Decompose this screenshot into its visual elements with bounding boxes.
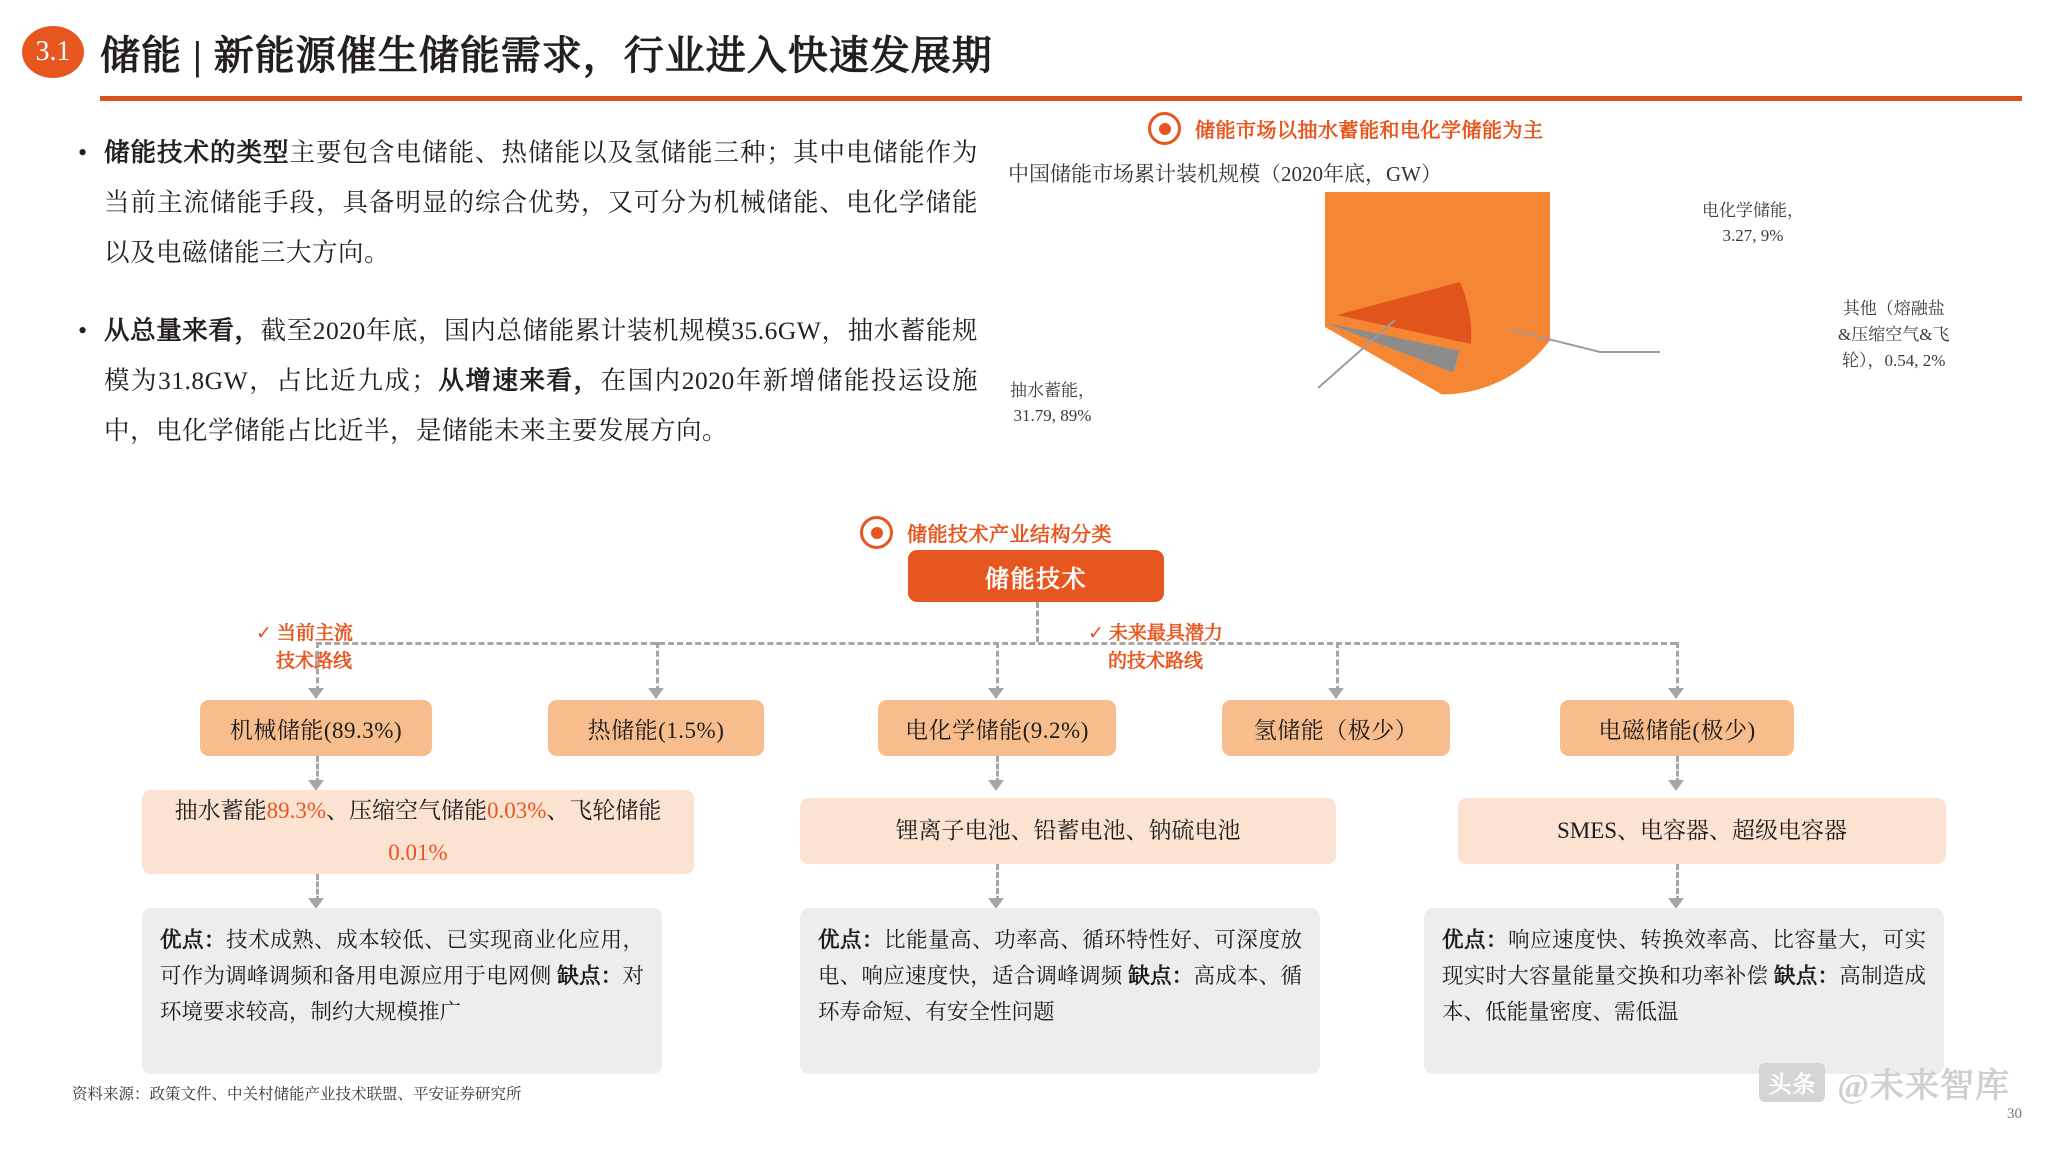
flow-node-root[interactable]: 储能技术 bbox=[908, 550, 1164, 602]
flow-detail-mechanical bbox=[142, 790, 694, 874]
txt-highlight: 89.3% bbox=[266, 798, 326, 823]
header-divider bbox=[100, 96, 2022, 101]
connector-drop-2 bbox=[656, 642, 659, 692]
flow-heading-label: 储能技术产业结构分类 bbox=[907, 524, 1112, 546]
cons-label: 缺点： bbox=[557, 964, 623, 988]
bullseye-icon bbox=[1148, 112, 1181, 145]
pie-chart-svg bbox=[1130, 192, 1550, 452]
section-number-badge: 3.1 bbox=[22, 26, 84, 78]
cons-label: 缺点： bbox=[1128, 964, 1194, 988]
pros-text: 比能量高、功率高、循环特性好、可深度放电、响应速度快，适合调峰调频 bbox=[818, 928, 1302, 988]
connector-echem-drop-2 bbox=[996, 864, 999, 902]
flow-tag-potential bbox=[1088, 620, 1223, 676]
pie-label-line: 3.27, 9% bbox=[1722, 226, 1784, 245]
flow-panel-heading bbox=[860, 516, 1112, 549]
pie-label-line: 电化学储能， bbox=[1702, 201, 1804, 220]
watermark-badge: 头条 bbox=[1759, 1063, 1825, 1102]
chart-subtitle: 中国储能市场累计装机规模（2020年底，GW） bbox=[1008, 162, 1442, 186]
flow-node-electrochemical[interactable]: 电化学储能(9.2%) bbox=[878, 700, 1116, 756]
watermark bbox=[1759, 1058, 2010, 1107]
flow-detail-text bbox=[156, 790, 680, 874]
pie-label-line: 轮），0.54, 2% bbox=[1842, 351, 1946, 370]
flow-tag-line: 未来最具潜力 bbox=[1108, 623, 1223, 644]
bullet-body-1: 截至2020年底，国内总储能累计装机规模35.6GW，抽水蓄能规模为31.8GW，占比近九成； bbox=[104, 316, 978, 395]
flow-detail-text: 锂离子电池、铅蓄电池、钠硫电池 bbox=[895, 818, 1241, 843]
flow-tag-mainstream bbox=[256, 620, 353, 676]
connector-echem-arrow bbox=[988, 780, 1004, 791]
txt: 飞轮储能 bbox=[569, 798, 662, 823]
txt: 、 bbox=[546, 798, 570, 823]
flow-proscons-electrochemical bbox=[800, 908, 1320, 1074]
cons-text: 对环境要求较高，制约大规模推广 bbox=[160, 964, 644, 1024]
pie-label-line: 31.79, 89% bbox=[1013, 406, 1092, 425]
cons-label: 缺点： bbox=[1773, 964, 1840, 988]
cons-text: 高成本、循环寿命短、有安全性问题 bbox=[818, 964, 1302, 1024]
txt-highlight: 0.01% bbox=[388, 840, 448, 865]
connector-emag-arrow bbox=[1668, 780, 1684, 791]
bullet-marker: • bbox=[78, 316, 88, 345]
pie-label-other bbox=[1838, 296, 1949, 374]
flow-detail-text: SMES、电容器、超级电容器 bbox=[1556, 818, 1848, 843]
flow-node-hydrogen[interactable]: 氢储能（极少） bbox=[1222, 700, 1450, 756]
connector-drop-5 bbox=[1676, 642, 1679, 692]
page-number: 30 bbox=[2007, 1106, 2022, 1122]
connector-emag-drop-2 bbox=[1676, 864, 1679, 902]
flow-proscons-mechanical bbox=[142, 908, 662, 1074]
connector-drop-4 bbox=[1336, 642, 1339, 692]
pros-label: 优点： bbox=[1442, 928, 1509, 952]
flow-proscons-electromagnetic bbox=[1424, 908, 1944, 1074]
txt: 、压缩空气储能 bbox=[326, 798, 487, 823]
pros-label: 优点： bbox=[160, 928, 227, 952]
page-title: 储能 | 新能源催生储能需求，行业进入快速发展期 bbox=[100, 33, 993, 78]
connector-arrow-1 bbox=[308, 688, 324, 699]
check-icon: ✓ bbox=[256, 623, 272, 644]
cons-text: 高制造成本、低能量密度、需低温 bbox=[1442, 964, 1926, 1024]
connector-root-drop bbox=[1036, 602, 1039, 642]
bullet-list bbox=[78, 128, 978, 484]
bullet-lead: 从总量来看， bbox=[104, 316, 261, 345]
pie-heading-label: 储能市场以抽水蓄能和电化学储能为主 bbox=[1195, 120, 1544, 142]
pie-label-line: &压缩空气&飞 bbox=[1838, 325, 1950, 344]
txt-highlight: 0.03% bbox=[487, 798, 547, 823]
pros-text: 技术成熟、成本较低、已实现商业化应用，可作为调峰调频和备用电源应用于电网侧 bbox=[160, 928, 644, 988]
pie-label-pumped-hydro bbox=[1010, 378, 1095, 428]
bullet-text bbox=[104, 128, 978, 278]
list-item bbox=[78, 306, 978, 456]
flow-node-mechanical[interactable]: 机械储能(89.3%) bbox=[200, 700, 432, 756]
source-note: 资料来源：政策文件、中关村储能产业技术联盟、平安证券研究所 bbox=[72, 1086, 522, 1103]
bullet-lead: 储能技术的类型 bbox=[104, 138, 290, 167]
flow-node-electromagnetic[interactable]: 电磁储能(极少) bbox=[1560, 700, 1794, 756]
connector-arrow-4 bbox=[1328, 688, 1344, 699]
pros-text: 响应速度快、转换效率高、比容量大，可实现实时大容量能量交换和功率补偿 bbox=[1442, 928, 1926, 988]
connector-drop-3 bbox=[996, 642, 999, 692]
check-icon: ✓ bbox=[1088, 623, 1104, 644]
pie-label-electrochemical bbox=[1702, 198, 1804, 248]
bullet-lead-2: 从增速来看， bbox=[437, 366, 601, 395]
flow-tag-line: 的技术路线 bbox=[1108, 651, 1204, 672]
pros-label: 优点： bbox=[818, 928, 885, 952]
connector-drop-1 bbox=[316, 642, 319, 692]
bullet-body-2: 在国内2020年新增储能投运设施中，电化学储能占比近半，是储能未来主要发展方向。 bbox=[104, 366, 978, 445]
bullet-text bbox=[104, 306, 978, 456]
bullet-body: 主要包含电储能、热储能以及氢储能三种；其中电储能作为当前主流储能手段，具备明显的综合优势，又可分为机械储能、电化学储能以及电磁储能三大方向。 bbox=[104, 138, 978, 267]
connector-arrow-3 bbox=[988, 688, 1004, 699]
connector-arrow-2 bbox=[648, 688, 664, 699]
pie-chart bbox=[1130, 192, 1550, 452]
flow-node-thermal[interactable]: 热储能(1.5%) bbox=[548, 700, 764, 756]
bullseye-icon bbox=[860, 516, 893, 549]
flow-tag-line: 当前主流 bbox=[276, 623, 353, 644]
connector-arrow-5 bbox=[1668, 688, 1684, 699]
bullet-marker: • bbox=[78, 138, 88, 167]
pie-label-line: 其他（熔融盐 bbox=[1842, 299, 1945, 318]
flow-detail-electrochemical bbox=[800, 798, 1336, 864]
txt: 抽水蓄能 bbox=[174, 798, 267, 823]
flow-tag-line: 技术路线 bbox=[276, 651, 353, 672]
watermark-text: @未来智库 bbox=[1837, 1068, 2010, 1105]
list-item bbox=[78, 128, 978, 278]
pie-panel-heading bbox=[1148, 112, 1544, 145]
flow-detail-electromagnetic bbox=[1458, 798, 1946, 864]
pie-label-line: 抽水蓄能， bbox=[1010, 381, 1095, 400]
